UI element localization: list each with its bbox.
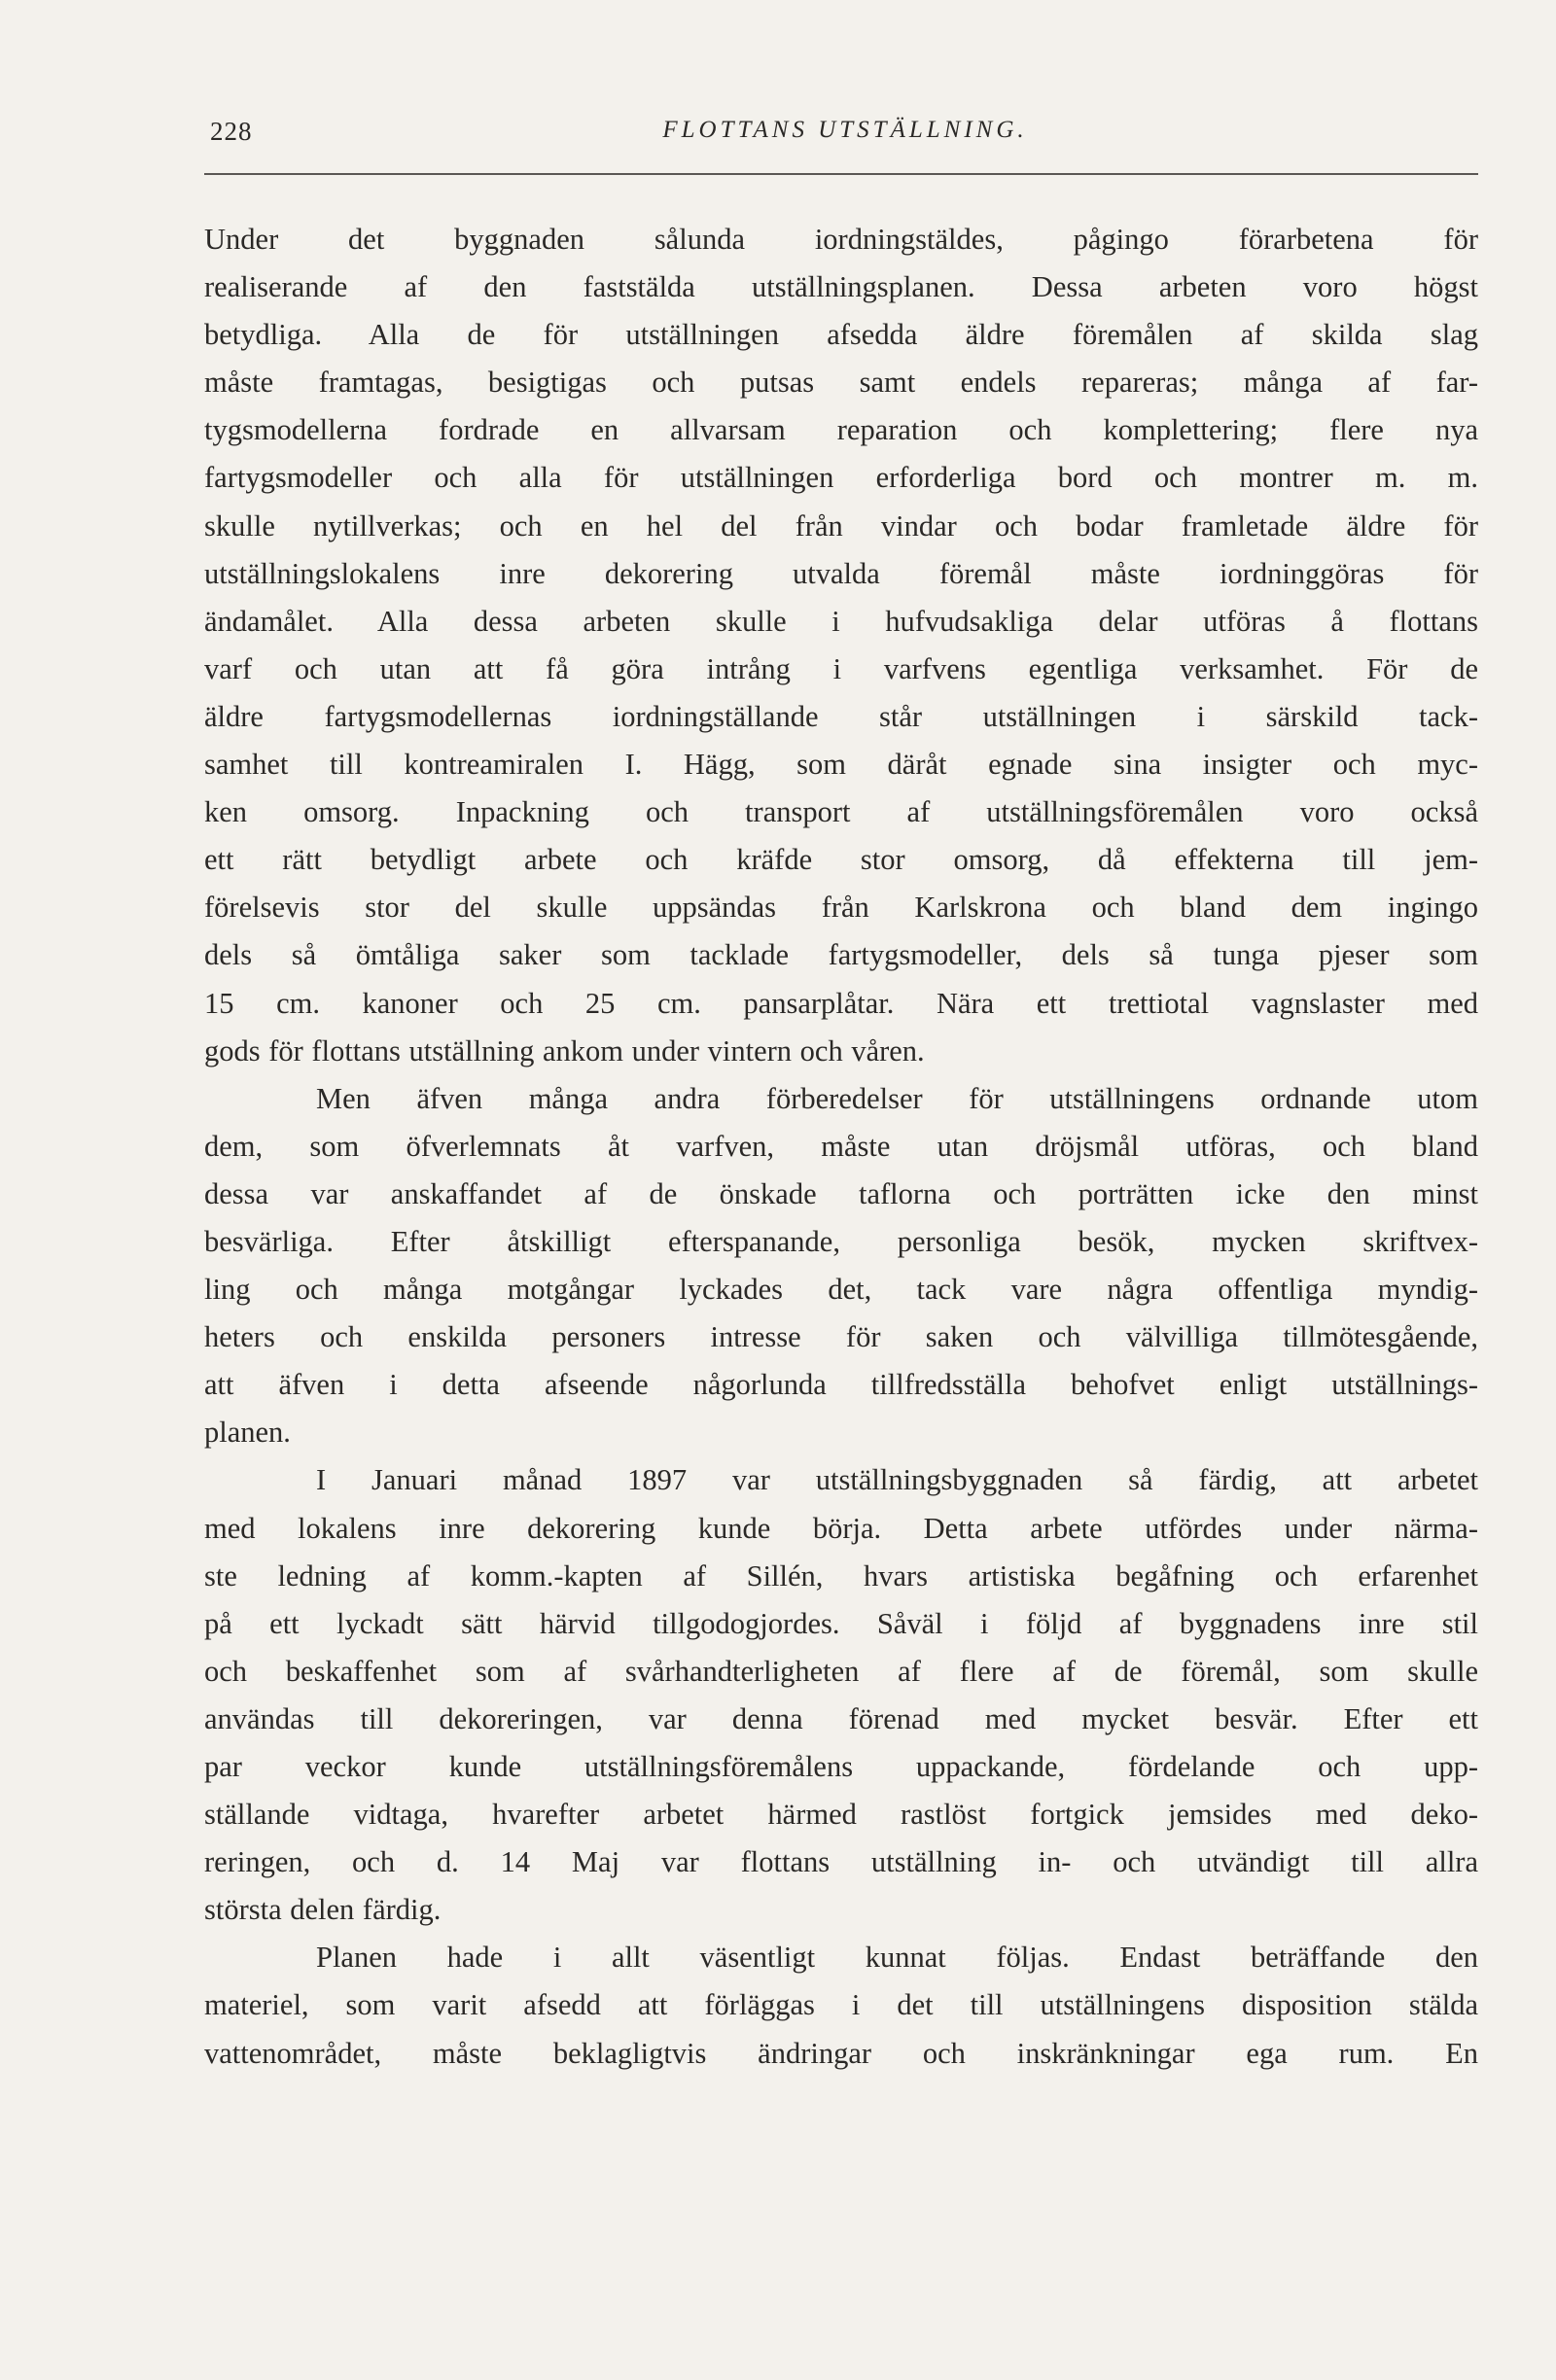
- page-number: 228: [210, 117, 253, 146]
- text-line: dessa var anskaffandet af de önskade taflorna och porträtten icke den minst: [204, 1176, 1478, 1210]
- text-line: ett rätt betydligt arbete och kräfde stor omsorg, då effekterna till jem-: [204, 843, 1478, 877]
- text-line: dem, som öfverlemnats åt varfven, måste utan dröjsmål utföras, och bland: [204, 1129, 1478, 1163]
- text-line: utställningslokalens inre dekorering utvalda föremål måste iordninggöras för: [204, 556, 1478, 590]
- text-line: Men äfven många andra förberedelser för utställningens ordnande utom: [316, 1081, 1478, 1115]
- text-line: tygsmodellerna fordrade en allvarsam reparation och komplettering; flere nya: [204, 413, 1478, 447]
- text-line: besvärliga. Efter åtskilligt efterspanande, personliga besök, mycken skriftvex-: [204, 1224, 1478, 1258]
- paragraph: [204, 1075, 1478, 1457]
- text-line: ställande vidtaga, hvarefter arbetet härmed rastlöst fortgick jemsides med deko-: [204, 1798, 1478, 1832]
- text-line: par veckor kunde utställningsföremålens uppackande, fördelande och upp-: [204, 1750, 1478, 1783]
- paragraph: [204, 216, 1478, 1075]
- text-line: samhet till kontreamiralen I. Hägg, som däråt egnade sina insigter och myc-: [204, 748, 1478, 782]
- text-line: ändamålet. Alla dessa arbeten skulle i hufvudsakliga delar utföras å flottans: [204, 604, 1478, 638]
- header-rule: [204, 173, 1478, 175]
- body-text: [204, 216, 1478, 2078]
- text-line: ste ledning af komm.-kapten af Sillén, hvars artistiska begåfning och erfarenhet: [204, 1558, 1478, 1592]
- paragraph: [204, 1934, 1478, 2077]
- text-line: största delen färdig.: [204, 1893, 442, 1927]
- text-line: med lokalens inre dekorering kunde börja. Detta arbete utfördes under närma-: [204, 1511, 1478, 1545]
- text-line: på ett lyckadt sätt härvid tillgodogjordes. Såväl i följd af byggnadens inre stil: [204, 1606, 1478, 1640]
- text-line: och beskaffenhet som af svårhandterligheten af flere af de föremål, som skulle: [204, 1654, 1478, 1688]
- text-line: Planen hade i allt väsentligt kunnat följas. Endast beträffande den: [316, 1941, 1478, 1975]
- text-line: materiel, som varit afsedd att förläggas i det till utställningens disposition stälda: [204, 1988, 1478, 2022]
- text-line: användas till dekoreringen, var denna förenad med mycket besvär. Efter ett: [204, 1701, 1478, 1735]
- text-line: varf och utan att få göra intrång i varfvens egentliga verksamhet. För de: [204, 651, 1478, 685]
- text-line: ken omsorg. Inpackning och transport af utställningsföremålen voro också: [204, 795, 1478, 829]
- text-line: heters och enskilda personers intresse för saken och välvilliga tillmötesgående,: [204, 1320, 1478, 1354]
- text-line: reringen, och d. 14 Maj var flottans utställning in- och utvändigt till allra: [204, 1845, 1478, 1879]
- text-line: att äfven i detta afseende någorlunda tillfredsställa behofvet enligt utställnings-: [204, 1368, 1478, 1402]
- text-line: måste framtagas, besigtigas och putsas samt endels repareras; många af far-: [204, 366, 1478, 400]
- running-head: [202, 117, 1478, 175]
- text-line: gods för flottans utställning ankom under vintern och våren.: [204, 1033, 925, 1068]
- text-line: betydliga. Alla de för utställningen afsedda äldre föremålen af skilda slag: [204, 318, 1478, 352]
- text-line: Under det byggnaden sålunda iordningstäldes, pågingo förarbetena för: [204, 223, 1478, 256]
- text-line: 15 cm. kanoner och 25 cm. pansarplåtar. Nära ett trettiotal vagnslaster med: [204, 986, 1478, 1020]
- text-line: realiserande af den faststälda utställningsplanen. Dessa arbeten voro högst: [204, 270, 1478, 304]
- text-line: äldre fartygsmodellernas iordningställande står utställningen i särskild tack-: [204, 699, 1478, 733]
- text-line: ling och många motgångar lyckades det, tack vare några offentliga myndig-: [204, 1273, 1478, 1307]
- text-line: planen.: [204, 1416, 291, 1450]
- text-line: förelsevis stor del skulle uppsändas från Karlskrona och bland dem ingingo: [204, 891, 1478, 925]
- text-line: vattenområdet, måste beklagligtvis ändringar och inskränkningar ega rum. En: [204, 2036, 1478, 2070]
- text-line: dels så ömtåliga saker som tacklade fartygsmodeller, dels så tunga pjeser som: [204, 938, 1478, 972]
- text-line: fartygsmodeller och alla för utställningen erforderliga bord och montrer m. m.: [204, 461, 1478, 495]
- text-line: skulle nytillverkas; och en hel del från vindar och bodar framletade äldre för: [204, 508, 1478, 542]
- paragraph: [204, 1456, 1478, 1934]
- text-line: I Januari månad 1897 var utställningsbyggnaden så färdig, att arbetet: [316, 1463, 1478, 1497]
- running-title: FLOTTANS UTSTÄLLNING.: [662, 117, 1028, 143]
